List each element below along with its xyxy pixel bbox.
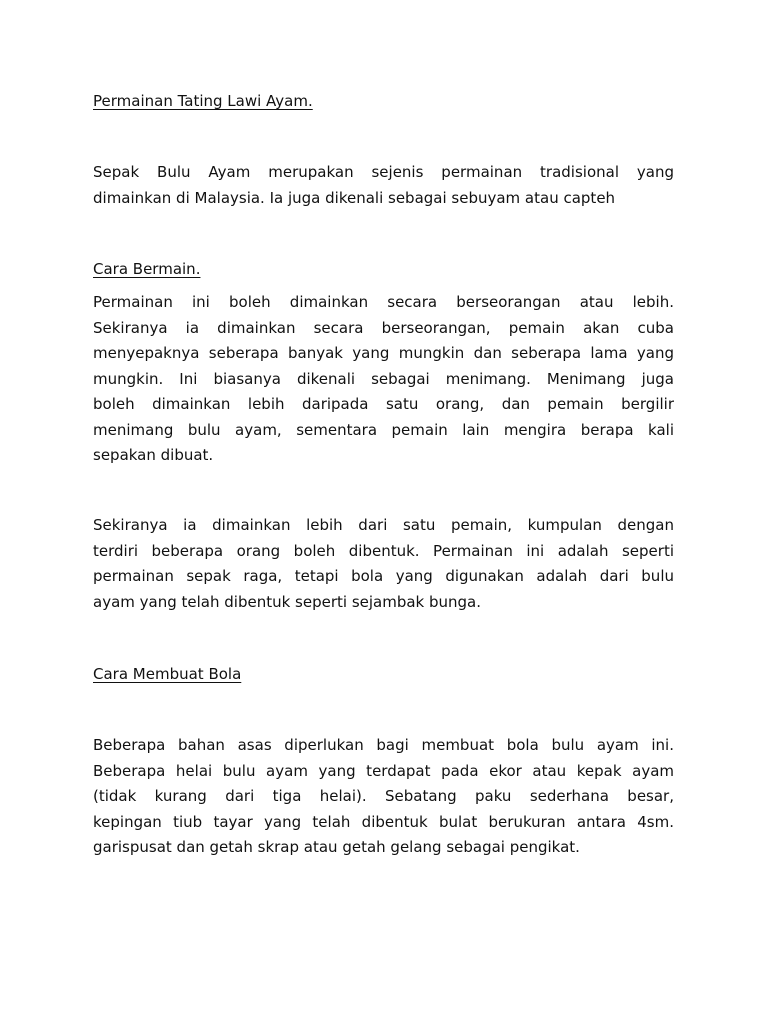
paragraph-line: kepingan tiub tayar yang telah dibentuk bulat berukuran antara 4sm. <box>93 812 674 831</box>
paragraph-line: menimang bulu ayam, sementara pemain lain mengira berapa kali <box>93 420 674 439</box>
paragraph-line: mungkin. Ini biasanya dikenali sebagai menimang. Menimang juga <box>93 369 674 388</box>
section-heading-cara-bermain: Cara Bermain. <box>93 260 201 278</box>
paragraph-line: ayam yang telah dibentuk seperti sejambak bunga. <box>93 592 482 611</box>
document-title: Permainan Tating Lawi Ayam. <box>93 92 313 110</box>
paragraph-line: Beberapa bahan asas diperlukan bagi membuat bola bulu ayam ini. <box>93 736 674 754</box>
paragraph-line: sepakan dibuat. <box>93 446 214 464</box>
paragraph-line: menyepaknya seberapa banyak yang mungkin dan seberapa lama yang <box>93 344 674 362</box>
paragraph-line: (tidak kurang dari tiga helai). Sebatang paku sederhana besar, <box>93 787 674 805</box>
paragraph-line: terdiri beberapa orang boleh dibentuk. Permainan ini adalah seperti <box>93 541 674 560</box>
play-paragraph-1 <box>93 290 674 469</box>
paragraph-line: Beberapa helai bulu ayam yang terdapat pada ekor atau kepak ayam <box>93 761 674 780</box>
paragraph-line: Permainan ini boleh dimainkan secara berseorangan atau lebih. <box>93 293 674 311</box>
paragraph-line: Sekiranya ia dimainkan secara berseorangan, pemain akan cuba <box>93 318 674 337</box>
paragraph-line: Sepak Bulu Ayam merupakan sejenis permainan tradisional yang <box>93 163 674 181</box>
ball-paragraph-1 <box>93 733 674 861</box>
intro-paragraph <box>93 160 674 211</box>
play-paragraph-2 <box>93 513 674 615</box>
paragraph-line: dimainkan di Malaysia. Ia juga dikenali sebagai sebuyam atau capteh <box>93 188 616 207</box>
section-heading-cara-membuat-bola: Cara Membuat Bola <box>93 665 242 683</box>
paragraph-line: permainan sepak raga, tetapi bola yang digunakan adalah dari bulu <box>93 567 674 585</box>
paragraph-line: Sekiranya ia dimainkan lebih dari satu pemain, kumpulan dengan <box>93 516 674 534</box>
paragraph-line: boleh dimainkan lebih daripada satu orang, dan pemain bergilir <box>93 395 674 413</box>
paragraph-line: garispusat dan getah skrap atau getah gelang sebagai pengikat. <box>93 838 580 856</box>
